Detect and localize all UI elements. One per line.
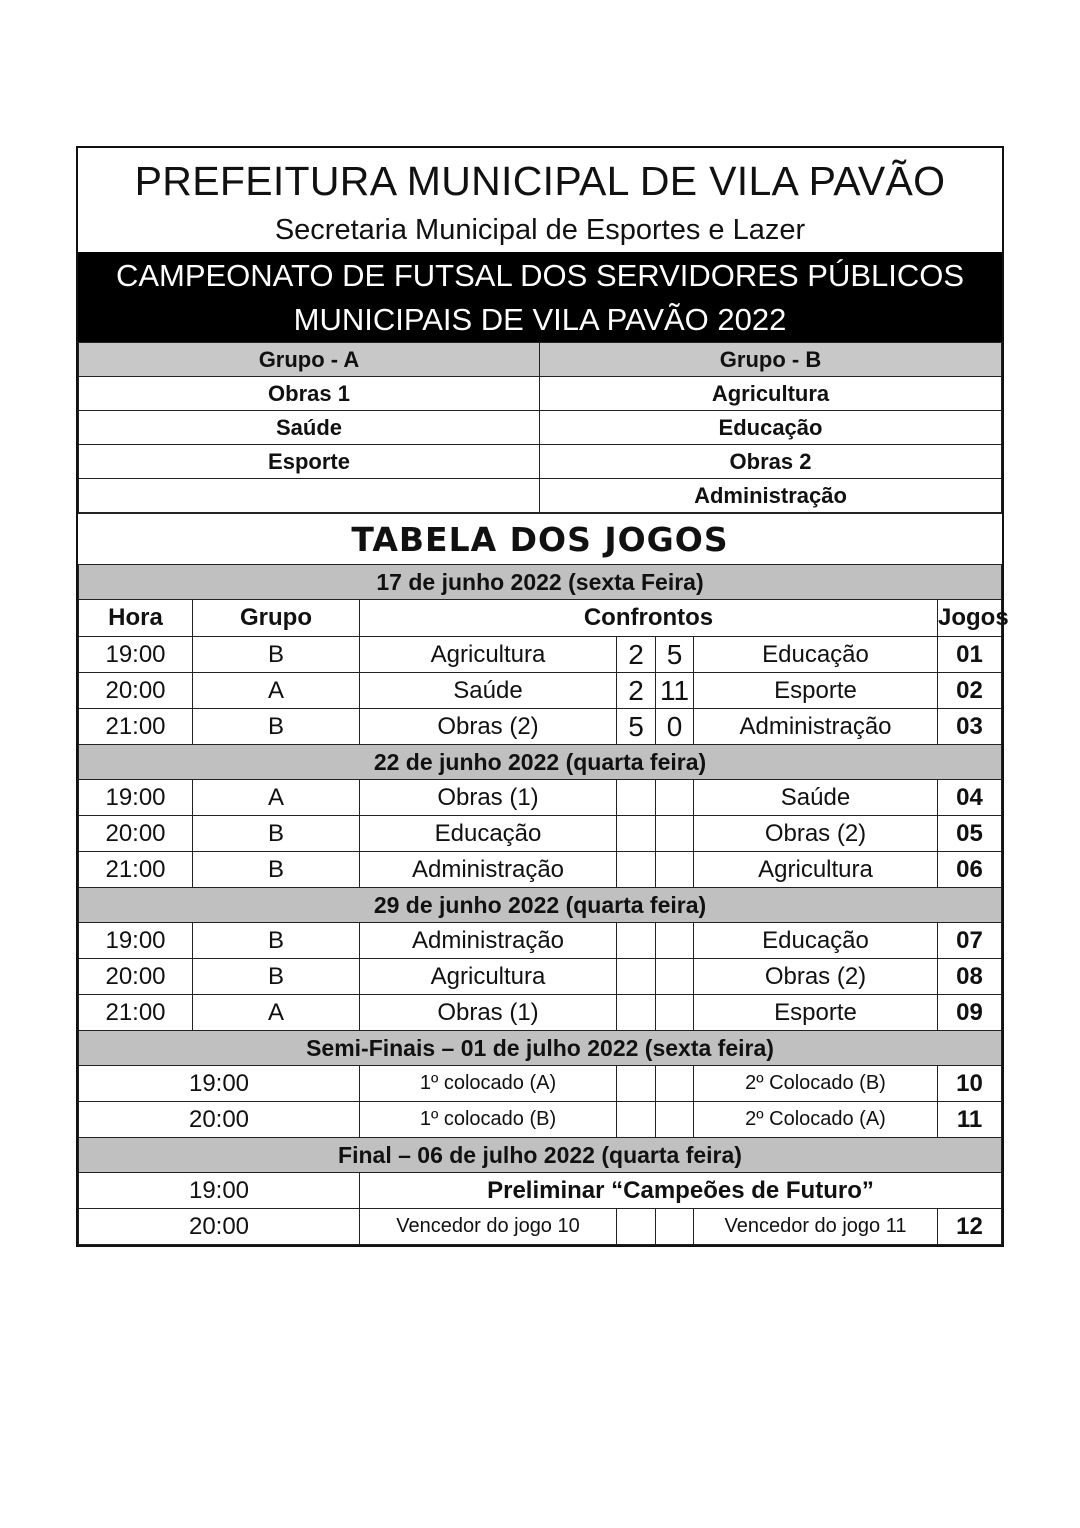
groups-row xyxy=(79,445,1002,479)
home-team: Obras (2) xyxy=(360,709,617,745)
game-time: 19:00 xyxy=(79,1066,360,1102)
game-number: 08 xyxy=(938,959,1002,995)
page-title: PREFEITURA MUNICIPAL DE VILA PAVÃO xyxy=(134,158,946,204)
date-row xyxy=(79,565,1002,600)
away-score xyxy=(656,780,694,816)
banner-line-1: CAMPEONATO DE FUTSAL DOS SERVIDORES PÚBLICOS xyxy=(115,258,965,293)
date-label: 17 de junho 2022 (sexta Feira) xyxy=(79,565,1002,600)
game-row xyxy=(79,816,1002,852)
group-a-team: Obras 1 xyxy=(79,377,540,411)
game-group: B xyxy=(193,959,360,995)
game-row xyxy=(79,995,1002,1031)
date-row xyxy=(79,745,1002,780)
game-number: 09 xyxy=(938,995,1002,1031)
game-group: B xyxy=(193,816,360,852)
game-number: 07 xyxy=(938,923,1002,959)
game-time: 20:00 xyxy=(79,816,193,852)
game-time: 20:00 xyxy=(79,1209,360,1245)
game-row xyxy=(79,1209,1002,1245)
championship-banner xyxy=(78,252,1002,342)
game-group: B xyxy=(193,923,360,959)
away-score xyxy=(656,995,694,1031)
game-number: 01 xyxy=(938,637,1002,673)
groups-table xyxy=(78,342,1002,513)
col-grupo: Grupo xyxy=(193,600,360,637)
game-time: 19:00 xyxy=(79,1173,360,1209)
date-row xyxy=(79,888,1002,923)
game-number: 04 xyxy=(938,780,1002,816)
game-number: 06 xyxy=(938,852,1002,888)
date-label: 22 de junho 2022 (quarta feira) xyxy=(79,745,1002,780)
game-group: A xyxy=(193,780,360,816)
home-score xyxy=(617,1209,656,1245)
away-team: Esporte xyxy=(694,995,938,1031)
home-team: Educação xyxy=(360,816,617,852)
away-team: 2º Colocado (B) xyxy=(694,1066,938,1102)
away-score xyxy=(656,852,694,888)
home-team: Obras (1) xyxy=(360,780,617,816)
game-group: B xyxy=(193,709,360,745)
away-team: Saúde xyxy=(694,780,938,816)
date-row xyxy=(79,1138,1002,1173)
page-subtitle: Secretaria Municipal de Esportes e Lazer xyxy=(274,214,806,246)
schedule-document xyxy=(76,146,1009,1247)
game-group: A xyxy=(193,673,360,709)
home-team: Vencedor do jogo 10 xyxy=(360,1209,617,1245)
home-score xyxy=(617,959,656,995)
game-row xyxy=(79,923,1002,959)
banner-line-2: MUNICIPAIS DE VILA PAVÃO 2022 xyxy=(293,302,787,337)
date-label: Final – 06 de julho 2022 (quarta feira) xyxy=(79,1138,1002,1173)
away-score xyxy=(656,1209,694,1245)
groups-row xyxy=(79,411,1002,445)
away-team: Esporte xyxy=(694,673,938,709)
column-header-row xyxy=(79,600,1002,637)
away-score xyxy=(656,1066,694,1102)
home-team: Obras (1) xyxy=(360,995,617,1031)
game-time: 19:00 xyxy=(79,637,193,673)
away-score: 11 xyxy=(656,673,694,709)
home-score xyxy=(617,1102,656,1138)
away-score: 0 xyxy=(656,709,694,745)
away-team: Administração xyxy=(694,709,938,745)
game-time: 20:00 xyxy=(79,1102,360,1138)
preliminary-label: Preliminar “Campeões de Futuro” xyxy=(360,1173,1002,1209)
col-hora: Hora xyxy=(79,600,193,637)
away-team: Agricultura xyxy=(694,852,938,888)
home-team: Agricultura xyxy=(360,637,617,673)
games-table xyxy=(78,564,1009,1245)
game-time: 19:00 xyxy=(79,780,193,816)
date-label: 29 de junho 2022 (quarta feira) xyxy=(79,888,1002,923)
game-row xyxy=(79,959,1002,995)
home-score xyxy=(617,995,656,1031)
game-time: 19:00 xyxy=(79,923,193,959)
away-team: Vencedor do jogo 11 xyxy=(694,1209,938,1245)
game-group: A xyxy=(193,995,360,1031)
game-number: 05 xyxy=(938,816,1002,852)
away-team: Educação xyxy=(694,923,938,959)
home-score: 5 xyxy=(617,709,656,745)
group-b-team: Obras 2 xyxy=(540,445,1002,479)
away-score xyxy=(656,923,694,959)
game-row xyxy=(79,709,1002,745)
home-team: Administração xyxy=(360,923,617,959)
group-a-team: Esporte xyxy=(79,445,540,479)
group-b-team: Educação xyxy=(540,411,1002,445)
preliminary-row xyxy=(79,1173,1002,1209)
home-score xyxy=(617,1066,656,1102)
home-score xyxy=(617,852,656,888)
game-row xyxy=(79,637,1002,673)
group-a-label: Grupo - A xyxy=(79,343,540,377)
game-group: B xyxy=(193,637,360,673)
game-row xyxy=(79,673,1002,709)
groups-row xyxy=(79,377,1002,411)
home-team: 1º colocado (A) xyxy=(360,1066,617,1102)
game-row xyxy=(79,852,1002,888)
game-time: 21:00 xyxy=(79,852,193,888)
game-number: 11 xyxy=(938,1102,1002,1138)
away-team: Obras (2) xyxy=(694,816,938,852)
game-row xyxy=(79,780,1002,816)
group-a-team: Saúde xyxy=(79,411,540,445)
game-time: 21:00 xyxy=(79,709,193,745)
home-score xyxy=(617,923,656,959)
col-jogos: Jogos xyxy=(938,600,1002,637)
date-label: Semi-Finais – 01 de julho 2022 (sexta feira) xyxy=(79,1031,1002,1066)
group-b-label: Grupo - B xyxy=(540,343,1002,377)
home-score: 2 xyxy=(617,637,656,673)
game-time: 21:00 xyxy=(79,995,193,1031)
game-group: B xyxy=(193,852,360,888)
game-row xyxy=(79,1102,1002,1138)
schedule-heading: TABELA DOS JOGOS xyxy=(78,513,1002,564)
home-team: Saúde xyxy=(360,673,617,709)
away-score xyxy=(656,816,694,852)
game-number: 02 xyxy=(938,673,1002,709)
groups-row xyxy=(79,479,1002,513)
home-team: 1º colocado (B) xyxy=(360,1102,617,1138)
date-row xyxy=(79,1031,1002,1066)
game-row xyxy=(79,1066,1002,1102)
away-score: 5 xyxy=(656,637,694,673)
away-score xyxy=(656,1102,694,1138)
away-score xyxy=(656,959,694,995)
game-number: 12 xyxy=(938,1209,1002,1245)
away-team: 2º Colocado (A) xyxy=(694,1102,938,1138)
home-score xyxy=(617,780,656,816)
game-number: 03 xyxy=(938,709,1002,745)
game-time: 20:00 xyxy=(79,673,193,709)
away-team: Obras (2) xyxy=(694,959,938,995)
away-team: Educação xyxy=(694,637,938,673)
home-team: Administração xyxy=(360,852,617,888)
game-time: 20:00 xyxy=(79,959,193,995)
col-confrontos: Confrontos xyxy=(360,600,938,637)
home-score: 2 xyxy=(617,673,656,709)
group-a-team xyxy=(79,479,540,513)
home-team: Agricultura xyxy=(360,959,617,995)
group-b-team: Administração xyxy=(540,479,1002,513)
group-b-team: Agricultura xyxy=(540,377,1002,411)
home-score xyxy=(617,816,656,852)
groups-header-row xyxy=(79,343,1002,377)
game-number: 10 xyxy=(938,1066,1002,1102)
